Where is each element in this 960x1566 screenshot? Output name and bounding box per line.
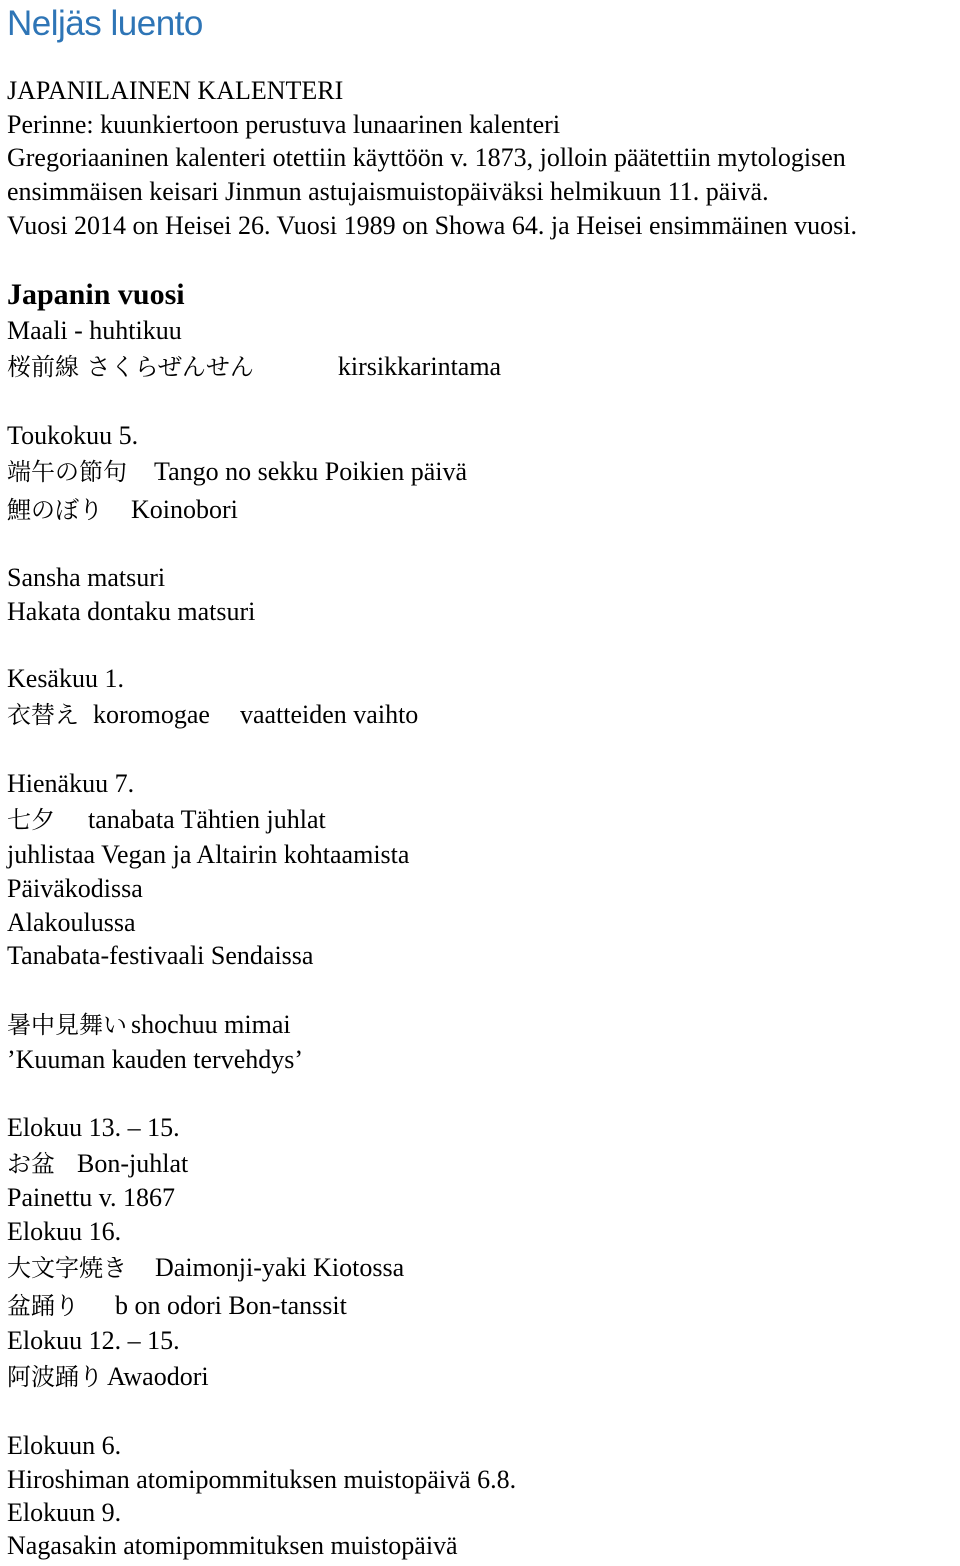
section-title: Japanin vuosi <box>7 278 185 311</box>
daimonji-text: Daimonji-yaki Kiotossa <box>155 1253 405 1282</box>
awaodori-row <box>7 1361 209 1393</box>
tanabata-row <box>7 804 326 836</box>
bon-odori-text: b on odori Bon-tanssit <box>115 1291 347 1320</box>
spring-translation: kirsikkarintama <box>337 352 502 381</box>
august-date: Elokuu 12. – 15. <box>7 1326 180 1355</box>
june-japanese: 衣替え <box>7 701 79 729</box>
june-translation: vaatteiden vaihto <box>239 700 419 729</box>
tanabata-text: tanabata Tähtien juhlat <box>88 805 326 834</box>
spring-japanese: 桜前線 さくらぜんせん <box>7 353 254 381</box>
shochu-translation: ’Kuuman kauden tervehdys’ <box>7 1045 304 1074</box>
intro-line: ensimmäisen keisari Jinmun astujaismuistopäiväksi helmikuun 11. päivä. <box>7 177 769 206</box>
tanabata-japanese: 七夕 <box>7 806 55 834</box>
sansha-line: Sansha matsuri <box>7 563 166 592</box>
koi-japanese: 鯉のぼり <box>7 496 103 524</box>
shochu-row <box>7 1009 291 1041</box>
bon-text: Bon-juhlat <box>77 1149 189 1178</box>
tango-text: Tango no sekku Poikien päivä <box>154 457 468 486</box>
intro-line: Gregoriaaninen kalenteri otettiin käyttöön v. 1873, jolloin päätettiin mytologisen <box>7 143 846 172</box>
nagasaki-line: Nagasakin atomipommituksen muistopäivä <box>7 1531 458 1560</box>
july-line: Päiväkodissa <box>7 874 143 903</box>
tango-row <box>7 456 467 488</box>
july-line: juhlistaa Vegan ja Altairin kohtaamista <box>7 840 410 869</box>
june-date: Kesäkuu 1. <box>7 664 124 693</box>
july-line: Tanabata-festivaali Sendaissa <box>7 941 314 970</box>
daimonji-japanese: 大文字焼き <box>7 1254 127 1282</box>
june-row <box>7 699 418 731</box>
hakata-line: Hakata dontaku matsuri <box>7 597 256 626</box>
june-romaji: koromogae <box>93 700 210 729</box>
printed-line: Painettu v. 1867 <box>7 1183 176 1212</box>
intro-line: Perinne: kuunkiertoon perustuva lunaarinen kalenteri <box>7 110 561 139</box>
koi-text: Koinobori <box>131 495 238 524</box>
hiroshima-line: Hiroshiman atomipommituksen muistopäivä 6.8. <box>7 1465 517 1494</box>
july-line: Alakoulussa <box>7 908 136 937</box>
page-title: Neljäs luento <box>7 4 203 43</box>
intro-title: JAPANILAINEN KALENTERI <box>7 76 344 105</box>
bon-odori-row <box>7 1290 347 1322</box>
intro-line: Vuosi 2014 on Heisei 26. Vuosi 1989 on Showa 64. ja Heisei ensimmäinen vuosi. <box>7 211 858 240</box>
august-date: Elokuu 13. – 15. <box>7 1113 180 1142</box>
spring-month: Maali - huhtikuu <box>7 316 182 345</box>
tango-japanese: 端午の節句 <box>7 458 127 486</box>
koi-row <box>7 494 238 526</box>
daimonji-row <box>7 1252 404 1284</box>
bon-japanese: お盆 <box>7 1150 55 1178</box>
shochu-japanese: 暑中見舞い <box>7 1011 127 1039</box>
spring-row <box>7 351 501 383</box>
shochu-romaji: shochuu mimai <box>131 1010 291 1039</box>
august-date: Elokuun 6. <box>7 1431 122 1460</box>
bon-row <box>7 1148 188 1180</box>
may-date: Toukokuu 5. <box>7 421 139 450</box>
july-date: Hienäkuu 7. <box>7 769 135 798</box>
august-date: Elokuun 9. <box>7 1498 122 1527</box>
august-date: Elokuu 16. <box>7 1217 122 1246</box>
awaodori-text: Awaodori <box>107 1362 209 1391</box>
bon-odori-japanese: 盆踊り <box>7 1292 79 1320</box>
awaodori-japanese: 阿波踊り <box>7 1363 103 1391</box>
